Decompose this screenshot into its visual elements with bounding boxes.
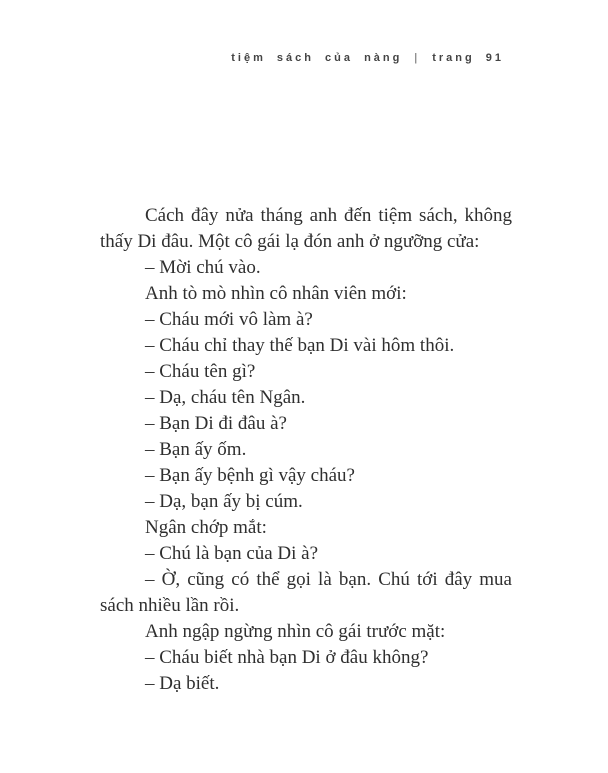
paragraph: – Mời chú vào. (145, 257, 261, 278)
paragraph: – Cháu chỉ thay thế bạn Di vài hôm thôi. (145, 335, 455, 356)
paragraph: Cách đây nửa tháng anh đến tiệm sách, không thấy Di đâu. Một cô gái lạ đón anh ở ngưỡng cửa: (100, 205, 512, 252)
page-number: trang 91 (432, 52, 504, 64)
paragraph: – Bạn ấy bệnh gì vậy cháu? (145, 465, 355, 486)
paragraph: – Dạ biết. (145, 673, 220, 694)
book-title: tiệm sách của nàng (231, 52, 403, 64)
paragraph: Anh tò mò nhìn cô nhân viên mới: (145, 283, 407, 304)
page-body (100, 203, 512, 697)
paragraph: – Chú là bạn của Di à? (145, 543, 319, 564)
paragraph: – Ờ, cũng có thể gọi là bạn. Chú tới đây mua sách nhiều lần rồi. (100, 569, 512, 616)
paragraph: Ngân chớp mắt: (145, 517, 267, 538)
header-separator: | (414, 52, 421, 64)
paragraph: – Bạn Di đi đâu à? (145, 413, 287, 434)
paragraph: Anh ngập ngừng nhìn cô gái trước mặt: (145, 621, 446, 642)
paragraph: – Dạ, cháu tên Ngân. (145, 387, 306, 408)
paragraph: – Cháu mới vô làm à? (145, 309, 313, 330)
paragraph: – Bạn ấy ốm. (145, 439, 247, 460)
running-header (0, 52, 504, 64)
paragraph: – Cháu tên gì? (145, 361, 256, 382)
paragraph: – Dạ, bạn ấy bị cúm. (145, 491, 303, 512)
paragraph: – Cháu biết nhà bạn Di ở đâu không? (145, 647, 429, 668)
